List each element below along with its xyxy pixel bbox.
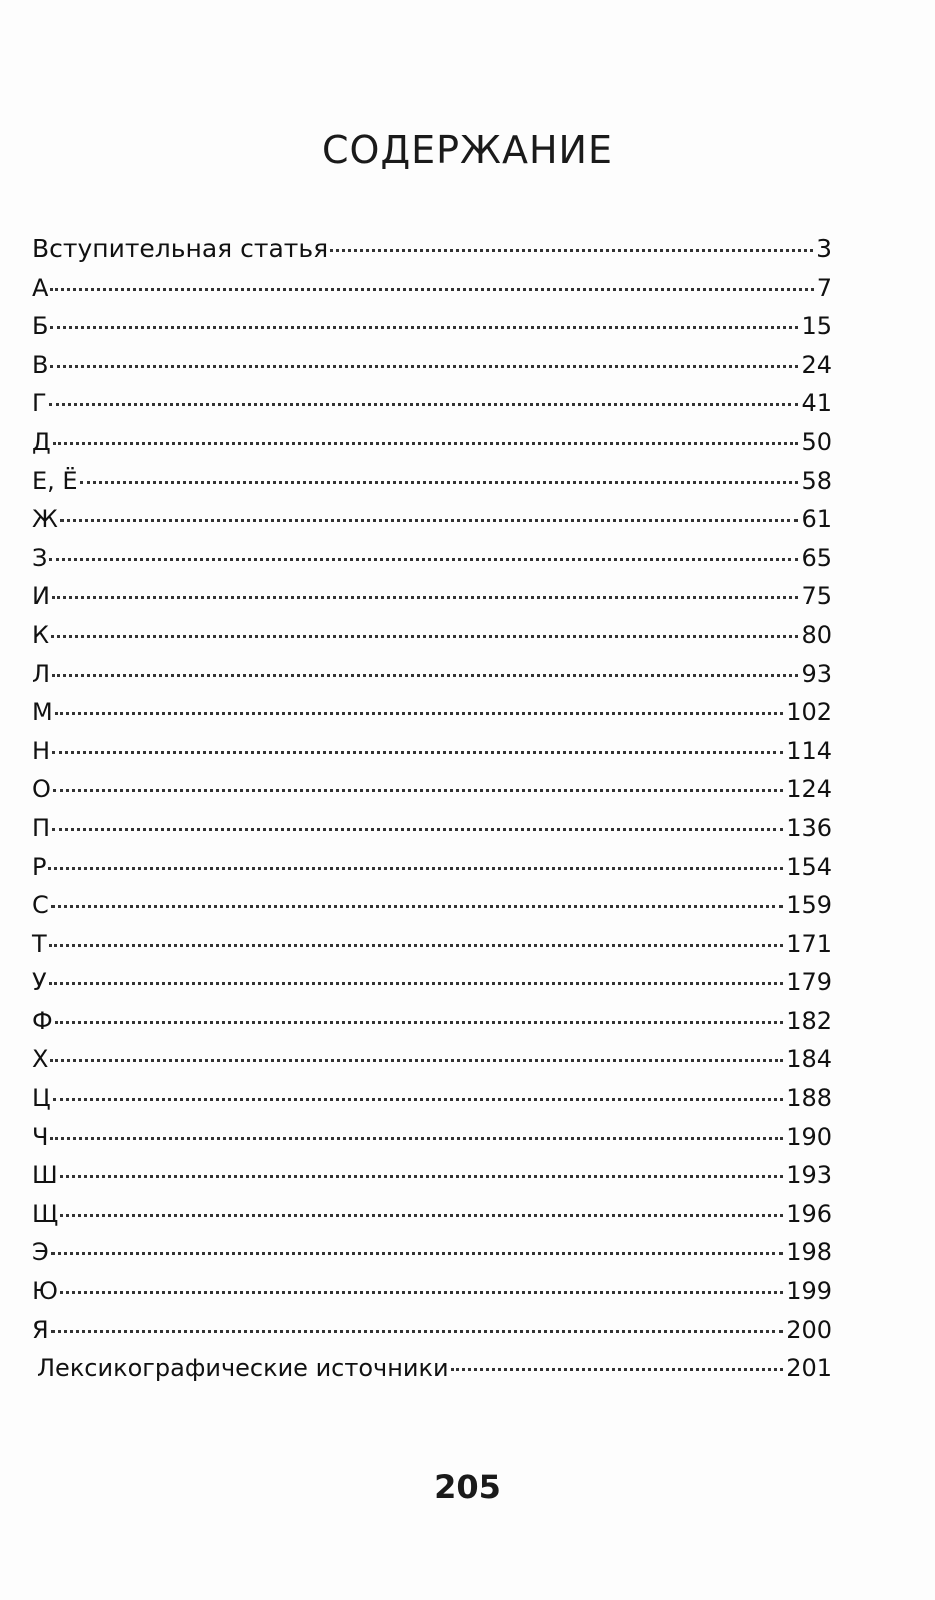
- toc-entry: [32, 1156, 832, 1195]
- toc-entry-page: 75: [801, 582, 832, 611]
- toc-entry-page: 171: [786, 929, 832, 958]
- dot-leader: [50, 365, 798, 368]
- toc-entry-label: Н: [32, 736, 51, 765]
- dot-leader: [451, 1368, 784, 1371]
- toc-entry-page: 102: [786, 698, 832, 727]
- toc-entry: [32, 1233, 832, 1272]
- toc-entry-page: 159: [786, 891, 832, 920]
- dot-leader: [53, 1098, 784, 1101]
- toc-entry: [32, 269, 832, 308]
- toc-entry-page: 41: [801, 389, 832, 418]
- toc-entry-label: Б: [32, 312, 49, 341]
- toc-entry: [32, 423, 832, 462]
- toc-entry-label: Ш: [32, 1161, 58, 1190]
- toc-entry-page: 179: [786, 968, 832, 997]
- toc-entry: [32, 1079, 832, 1118]
- toc-entry-page: 182: [786, 1006, 832, 1035]
- toc-entry-label: М: [32, 698, 53, 727]
- dot-leader: [80, 481, 799, 484]
- toc-entry-page: 61: [801, 505, 832, 534]
- toc-entry-page: 193: [786, 1161, 832, 1190]
- toc-entry-page: 188: [786, 1084, 832, 1113]
- dot-leader: [51, 1252, 783, 1255]
- toc-entry-label: Г: [32, 389, 47, 418]
- table-of-contents: [32, 230, 832, 1388]
- toc-entry-label: Ж: [32, 505, 58, 534]
- toc-entry: [32, 307, 832, 346]
- toc-entry-label: Лексикографические источники: [37, 1354, 449, 1383]
- toc-entry-page: 200: [786, 1315, 832, 1344]
- toc-entry: [32, 616, 832, 655]
- dot-leader: [60, 1291, 783, 1294]
- toc-entry-label: И: [32, 582, 50, 611]
- toc-entry-page: 190: [786, 1122, 832, 1151]
- dot-leader: [50, 326, 798, 329]
- page-title: СОДЕРЖАНИЕ: [322, 128, 613, 172]
- toc-entry-label: Щ: [32, 1199, 59, 1228]
- toc-entry: [32, 1195, 832, 1234]
- dot-leader: [49, 558, 798, 561]
- toc-entry: [32, 848, 832, 887]
- dot-leader: [55, 712, 783, 715]
- toc-entry-label: Д: [32, 427, 51, 456]
- toc-entry-label: Ц: [32, 1084, 51, 1113]
- toc-entry-label: К: [32, 620, 50, 649]
- toc-entry-label: С: [32, 891, 49, 920]
- dot-leader: [60, 1214, 783, 1217]
- toc-entry-page: 15: [801, 312, 832, 341]
- toc-entry-page: 154: [786, 852, 832, 881]
- dot-leader: [49, 944, 784, 947]
- toc-entry: [32, 886, 832, 925]
- toc-entry-label: А: [32, 273, 49, 302]
- toc-entry-page: 80: [801, 620, 832, 649]
- dot-leader: [55, 1021, 784, 1024]
- toc-entry: [32, 230, 832, 269]
- dot-leader: [330, 249, 813, 252]
- dot-leader: [48, 867, 783, 870]
- toc-entry-label: Р: [32, 852, 47, 881]
- toc-entry-page: 7: [816, 273, 832, 302]
- page-number: 205: [434, 1468, 501, 1506]
- dot-leader: [49, 982, 784, 985]
- dot-leader: [52, 751, 783, 754]
- toc-entry-label: Л: [32, 659, 51, 688]
- dot-leader: [53, 442, 799, 445]
- toc-entry: [32, 1002, 832, 1041]
- toc-entry-page: 136: [786, 813, 832, 842]
- toc-entry-label: О: [32, 775, 51, 804]
- dot-leader: [60, 1175, 784, 1178]
- dot-leader: [53, 789, 783, 792]
- toc-entry-label: Э: [32, 1238, 49, 1267]
- dot-leader: [52, 828, 783, 831]
- toc-entry: [32, 462, 832, 501]
- toc-entry-label: Ч: [32, 1122, 49, 1151]
- toc-entry: [32, 1040, 832, 1079]
- toc-entry-page: 24: [801, 350, 832, 379]
- toc-entry: [32, 577, 832, 616]
- toc-entry: [32, 963, 832, 1002]
- toc-entry-page: 50: [801, 427, 832, 456]
- toc-entry-page: 65: [801, 543, 832, 572]
- toc-entry-page: 196: [786, 1199, 832, 1228]
- toc-entry: [32, 732, 832, 771]
- toc-entry-page: 114: [786, 736, 832, 765]
- dot-leader: [49, 403, 799, 406]
- toc-entry-page: 58: [801, 466, 832, 495]
- toc-entry: [32, 925, 832, 964]
- toc-entry: [32, 500, 832, 539]
- toc-entry-label: Я: [32, 1315, 49, 1344]
- dot-leader: [50, 288, 813, 291]
- toc-entry-page: 184: [786, 1045, 832, 1074]
- dot-leader: [51, 635, 798, 638]
- toc-entry: [32, 693, 832, 732]
- toc-entry-page: 93: [801, 659, 832, 688]
- dot-leader: [51, 1330, 784, 1333]
- toc-entry: [32, 1118, 832, 1157]
- toc-entry-label: Вступительная статья: [32, 234, 329, 263]
- toc-entry: [32, 1311, 832, 1350]
- toc-entry-page: 201: [786, 1354, 832, 1383]
- dot-leader: [52, 596, 799, 599]
- toc-entry-label: Ю: [32, 1277, 58, 1306]
- toc-entry-label: Е, Ё: [32, 466, 78, 495]
- toc-entry: [32, 1272, 832, 1311]
- toc-entry-page: 199: [786, 1277, 832, 1306]
- dot-leader: [60, 519, 799, 522]
- toc-entry-label: Х: [32, 1045, 49, 1074]
- dot-leader: [50, 1137, 783, 1140]
- toc-entry-label: В: [32, 350, 49, 379]
- dot-leader: [51, 905, 783, 908]
- toc-entry-page: 3: [816, 234, 832, 263]
- toc-entry-label: З: [32, 543, 48, 572]
- toc-entry-label: Ф: [32, 1006, 53, 1035]
- toc-entry: [32, 384, 832, 423]
- toc-entry: [32, 346, 832, 385]
- toc-entry: [32, 1349, 832, 1388]
- toc-entry-page: 198: [786, 1238, 832, 1267]
- toc-entry-label: Т: [32, 929, 47, 958]
- dot-leader: [52, 674, 798, 677]
- toc-entry: [32, 770, 832, 809]
- dot-leader: [50, 1059, 783, 1062]
- toc-entry: [32, 539, 832, 578]
- toc-entry-label: У: [32, 968, 47, 997]
- toc-entry-page: 124: [786, 775, 832, 804]
- toc-entry-label: П: [32, 813, 51, 842]
- toc-entry: [32, 655, 832, 694]
- toc-entry: [32, 809, 832, 848]
